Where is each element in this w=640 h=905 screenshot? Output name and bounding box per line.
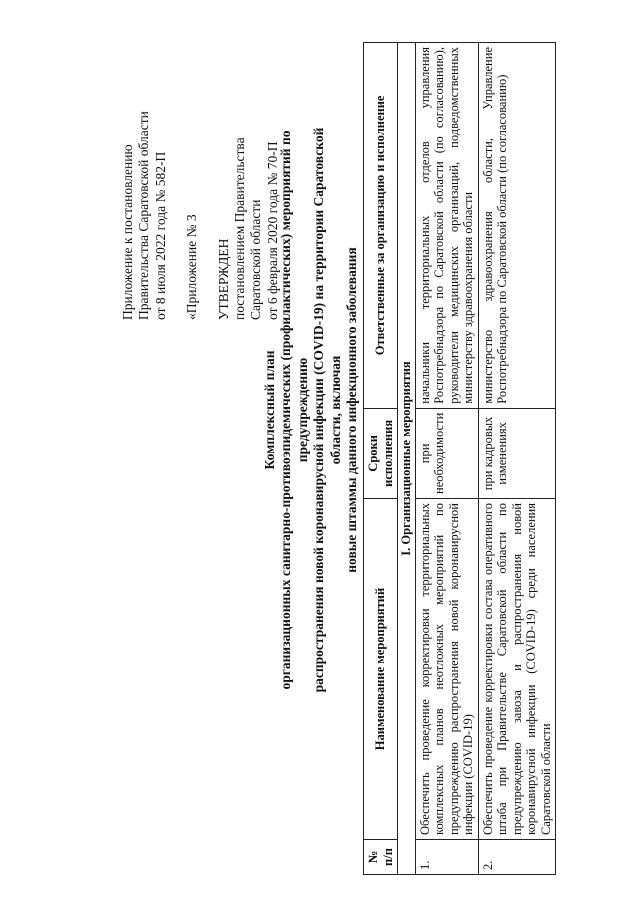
row-term: при необходимости bbox=[415, 408, 478, 498]
header-name: Наименование мероприятий bbox=[364, 499, 398, 840]
approved-by-line-1: постановлением Правительства bbox=[232, 137, 248, 320]
annex-line-3: от 8 июля 2022 года № 582-П bbox=[152, 151, 168, 320]
annex-line-1: Приложение к постановлению bbox=[120, 144, 135, 320]
title-line-2: организационных санитарно-противоэпидемических (профилактических) мероприятий по предупреждению bbox=[278, 130, 310, 690]
approved-stamp: УТВЕРЖДЕН bbox=[215, 238, 231, 320]
header-responsible: Ответственные за организацию и исполнение bbox=[364, 43, 398, 409]
title-line-4: новые штаммы данного инфекционного заболевания bbox=[344, 247, 360, 573]
section-title: I. Организационные мероприятия bbox=[398, 43, 416, 875]
row-responsible: министерство здравоохранения области, Управление Роспотребнадзора по Саратовской области (по согласованию) bbox=[478, 43, 556, 409]
approved-by-line-2: Саратовской области bbox=[248, 199, 264, 320]
table-row bbox=[478, 43, 556, 875]
measures-table bbox=[363, 42, 556, 875]
annex-line-2: Правительства Саратовской области bbox=[136, 111, 152, 320]
section-row bbox=[398, 43, 416, 875]
table-header-row bbox=[364, 43, 398, 875]
row-num: 2. bbox=[478, 840, 556, 875]
row-responsible: начальники территориальных отделов управления Роспотребнадзора по Саратовской области (по согласованию), руководители медицинских организаций, подведомственных министерству здравоохранения области bbox=[415, 43, 478, 409]
document-title bbox=[262, 120, 360, 700]
approved-date: от 6 февраля 2020 года № 70-П bbox=[264, 141, 280, 320]
previous-annex-line: «Приложение № 3 bbox=[184, 214, 200, 320]
table-row bbox=[415, 43, 478, 875]
header-term: Сроки исполнения bbox=[364, 408, 398, 498]
row-name: Обеспечить проведение корректировки территориальных комплексных планов неотложных мероприятий по предупреждению распространения новой коронавирусной инфекции (COVID-19) bbox=[415, 499, 478, 840]
row-name: Обеспечить проведение корректировки состава оперативного штаба при Правительстве Саратовской области по предупреждению завоза и распространения новой коронавирусной инфекции (COVID-19) среди населения Саратовской области bbox=[478, 499, 556, 840]
title-line-1: Комплексный план bbox=[262, 350, 277, 470]
document-header bbox=[120, 20, 281, 320]
row-term: при кадровых изменениях bbox=[478, 408, 556, 498]
header-num: № п/п bbox=[364, 840, 398, 875]
row-num: 1. bbox=[415, 840, 478, 875]
title-line-3: распространения новой коронавирусной инфекции (COVID-19) на территории Саратовской области, включая bbox=[311, 127, 343, 693]
